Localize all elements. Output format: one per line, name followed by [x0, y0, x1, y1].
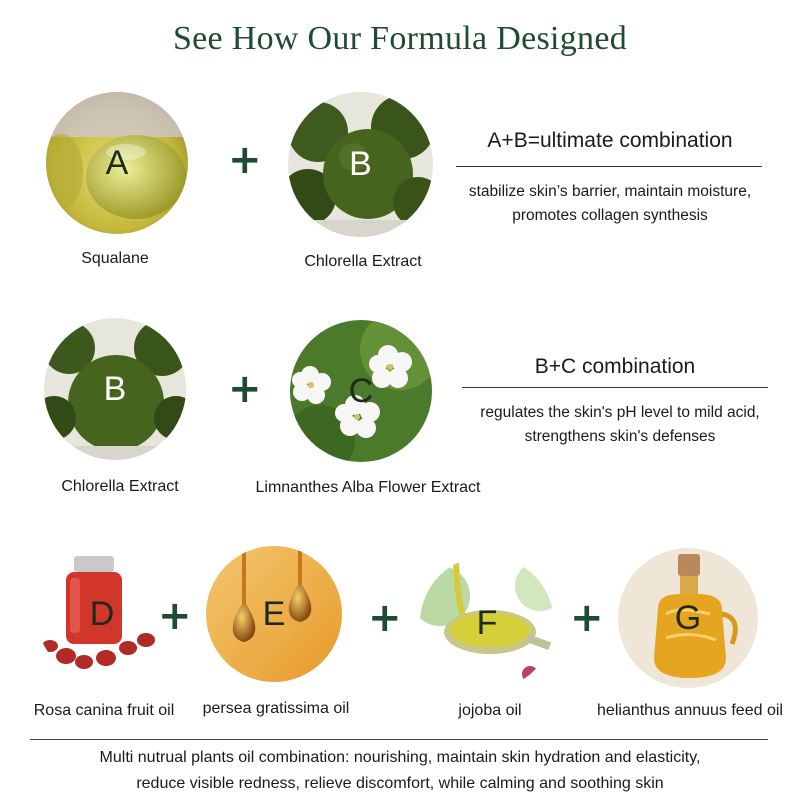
- ingredient-caption: Chlorella Extract: [61, 478, 179, 495]
- plus-sign: +: [570, 595, 604, 641]
- ingredient-caption: persea gratissima oil: [202, 700, 350, 717]
- footer-summary: [0, 745, 800, 797]
- plus-sign: +: [228, 366, 262, 412]
- combination-title: A+B=ultimate combination: [487, 129, 733, 152]
- helianthus-image: [618, 548, 758, 688]
- ingredient-caption: Rosa canina fruit oil: [33, 702, 175, 719]
- footer-divider: [30, 739, 768, 740]
- ingredient-caption: helianthus annuus feed oil: [597, 702, 783, 719]
- jojoba-image: [420, 556, 554, 690]
- description-line: strengthens skin's defenses: [524, 428, 716, 445]
- divider: [456, 166, 762, 167]
- ingredient-letter: G: [674, 598, 702, 637]
- limnanthes-flower-image: [290, 320, 432, 462]
- chlorella-image: [288, 92, 433, 237]
- ingredient-letter: D: [89, 594, 115, 633]
- squalane-image: [46, 92, 188, 234]
- ingredient-letter: B: [349, 145, 372, 183]
- ingredient-letter: B: [103, 369, 127, 408]
- description-line: stabilize skin’s barrier, maintain moisture,: [468, 183, 752, 200]
- plus-sign: +: [368, 595, 402, 641]
- ingredient-caption: Squalane: [81, 250, 149, 267]
- chlorella-image: [44, 318, 186, 460]
- combination-title: B+C combination: [534, 355, 696, 378]
- rosa-canina-image: [36, 548, 168, 680]
- ingredient-caption: Limnanthes Alba Flower Extract: [255, 479, 481, 496]
- ingredient-caption: Chlorella Extract: [304, 253, 422, 270]
- ingredient-letter: F: [476, 603, 498, 642]
- plus-sign: +: [158, 593, 192, 639]
- divider: [462, 387, 768, 388]
- persea-image: [206, 546, 342, 682]
- plus-sign: +: [228, 137, 262, 183]
- ingredient-letter: E: [262, 594, 286, 633]
- description-line: regulates the skin's pH level to mild acid,: [480, 404, 760, 421]
- description-line: promotes collagen synthesis: [512, 207, 708, 224]
- ingredient-letter: A: [105, 143, 129, 182]
- ingredient-caption: jojoba oil: [458, 702, 522, 719]
- page-title: See How Our Formula Designed: [172, 20, 628, 57]
- footer-line: Multi nutrual plants oil combination: nourishing, maintain skin hydration and elasticity,: [99, 749, 701, 766]
- combination-description: [455, 401, 785, 449]
- combination-description: [440, 180, 780, 228]
- footer-line: reduce visible redness, relieve discomfort, while calming and soothing skin: [136, 775, 664, 792]
- ingredient-letter: C: [348, 371, 374, 410]
